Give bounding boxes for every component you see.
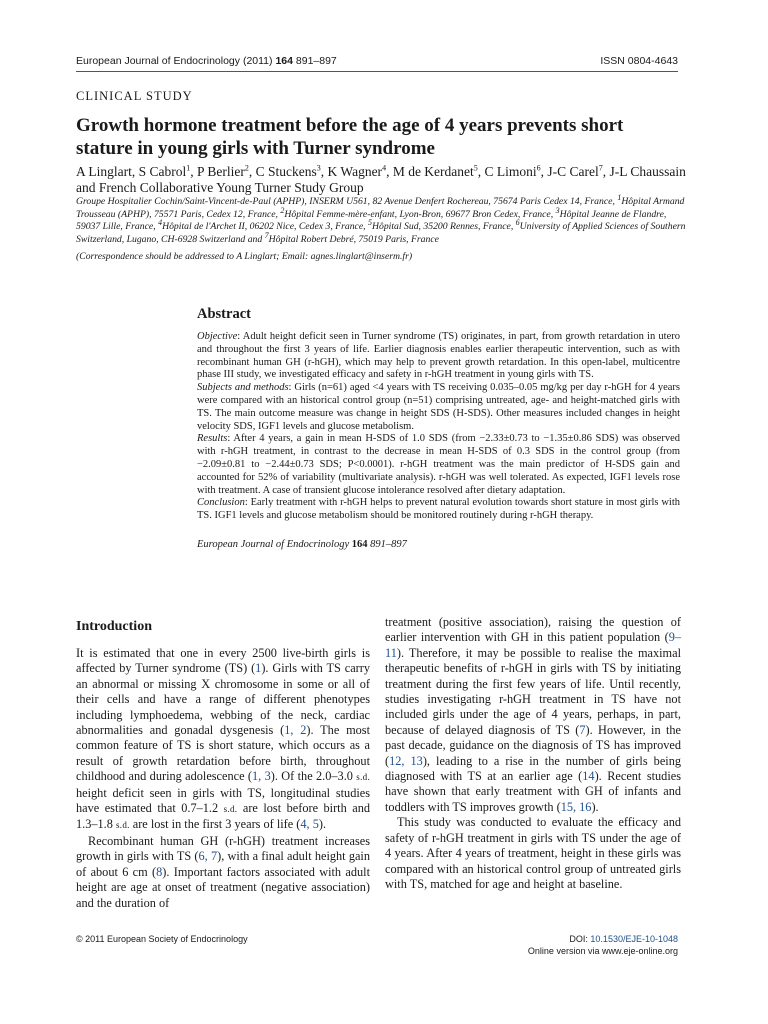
issn: ISSN 0804-4643 xyxy=(600,55,678,67)
body-text: ). However, in the past decade, guidance on the diagnosis of TS has improved ( xyxy=(385,722,681,768)
affiliation-text: Hôpital Jeanne de Flandre, 59037 Lille, France, xyxy=(76,208,667,233)
affiliation-mark: 5 xyxy=(367,217,372,227)
abstract-paragraph xyxy=(197,497,680,523)
reference-link[interactable]: 9–11 xyxy=(385,630,681,660)
body-text: treatment (positive association), raising the question of earlier intervention with GH in this patient population ( xyxy=(385,615,681,645)
reference-link[interactable]: 1, 3 xyxy=(252,769,271,784)
online-version: Online version via www.eje-online.org xyxy=(527,946,678,956)
body-text: ). Girls with TS carry an abnormal or missing X chromosome in some or all of their cells and have a range of different phenotypes including lymphoedema, webbing of the neck, cardiac abnormalities and gonadal dysgenesis ( xyxy=(76,661,370,738)
article-title: Growth hormone treatment before the age of 4 years prevents short stature in young girls with Turner syndrome xyxy=(76,115,624,159)
abstract xyxy=(197,306,680,550)
small-caps-text: s.d. xyxy=(115,820,130,831)
body-paragraph xyxy=(385,615,681,815)
introduction-left-column xyxy=(76,646,370,911)
author-affiliation-mark: 3 xyxy=(316,163,321,173)
author-affiliation-mark: 7 xyxy=(598,163,603,173)
author-name: C Stuckens xyxy=(255,164,317,179)
body-paragraph xyxy=(385,815,681,892)
introduction-right-column xyxy=(385,615,681,892)
journal-name: European Journal of Endocrinology (2011) xyxy=(76,55,276,67)
abstract-section-label: Subjects and methods xyxy=(197,382,289,394)
header-divider xyxy=(76,71,678,72)
author-name: A Linglart xyxy=(76,164,132,179)
abstract-section-text: : Early treatment with r-hGH helps to prevent natural evolution towards short stature in most girls with TS. IGF1 levels and glucose metabolism should be monitored routinely during r-hGH therapy. xyxy=(197,497,680,522)
reference-link[interactable]: 6, 7 xyxy=(198,849,218,864)
affiliation-mark: 4 xyxy=(158,217,163,227)
affiliation-mark: 2 xyxy=(280,205,285,215)
author-affiliation-mark: 5 xyxy=(473,163,478,173)
body-text: ). Recent studies have shown that early treatment with GH of infants and toddlers with TS improves growth ( xyxy=(385,769,681,814)
abstract-citation xyxy=(197,539,680,550)
author-name: P Berlier xyxy=(197,164,245,179)
affiliation-mark: 7 xyxy=(264,230,269,240)
body-text: It is estimated that one in every 2500 live-birth girls is affected by Turner syndrome (TS) ( xyxy=(76,646,370,676)
abstract-heading: Abstract xyxy=(197,306,251,322)
citation-volume: 164 xyxy=(351,538,368,550)
author-affiliation-mark: 1 xyxy=(186,163,191,173)
doi-label: DOI: xyxy=(569,934,591,944)
affiliation-mark: 1 xyxy=(617,192,622,202)
copyright: © 2011 European Society of Endocrinology xyxy=(76,934,248,944)
abstract-paragraph xyxy=(197,433,680,497)
abstract-section-text: : Adult height deficit seen in Turner syndrome (TS) originates, in part, from growth retardation in utero and throughout the first 3 years of life. Earlier diagnosis enables earlier therapeutic intervention, such as with recombinant human GH (r-hGH), which may help to prevent growth retardation. In this open-label, multicentre phase III study, we investigated efficacy and safety in r-hGH treatment in young girls with TS. xyxy=(197,331,680,381)
reference-link[interactable]: 1 xyxy=(255,661,262,676)
body-text: height deficit seen in girls with TS, longitudinal studies have estimated that 0.7–1.2 xyxy=(76,785,370,816)
affiliation-mark: 3 xyxy=(555,205,560,215)
body-text: ). xyxy=(318,817,327,832)
body-text: This study was conducted to evaluate the efficacy and safety of r-hGH treatment in girls with TS under the age of 4 years. After 4 years of treatment, height in these girls was compared with an historical control group of untreated girls with TS, matched for age and height at baseline. xyxy=(385,815,681,891)
body-paragraph xyxy=(76,646,370,834)
body-text: ), leading to a rise in the number of girls being diagnosed with TS at an earlier age ( xyxy=(385,753,681,784)
reference-link[interactable]: 7 xyxy=(579,722,586,737)
affiliation-mark: 6 xyxy=(515,217,520,227)
abstract-section-label: Objective xyxy=(197,331,238,342)
reference-link[interactable]: 8 xyxy=(156,864,163,879)
body-text: are lost in the first 3 years of life ( xyxy=(129,817,301,832)
author-name: J-C Carel xyxy=(547,164,599,179)
body-text: ). Important factors associated with adult height are age at onset of treatment (negative association) and the duration of xyxy=(76,864,370,910)
body-text: ), with a final adult height gain of about 6 cm ( xyxy=(76,849,370,879)
author-affiliation-mark: 4 xyxy=(382,163,387,173)
small-caps-text: s.d. xyxy=(223,804,238,815)
reference-link[interactable]: 14 xyxy=(582,769,595,784)
affiliation-text: Hôpital de l'Archet II, 06202 Nice, Cedex 3, France, xyxy=(162,221,368,233)
journal-volume: 164 xyxy=(275,55,293,67)
reference-link[interactable]: 15, 16 xyxy=(560,799,592,814)
body-text: ). Of the 2.0–3.0 xyxy=(270,769,357,784)
journal-reference xyxy=(76,55,337,67)
reference-link[interactable]: 1, 2 xyxy=(284,723,307,738)
correspondence-note: (Correspondence should be addressed to A Linglart; Email: agnes.linglart@inserm.fr) xyxy=(76,251,413,262)
abstract-body xyxy=(197,331,680,523)
abstract-section-text: : Girls (n=61) aged <4 years with TS receiving 0.035–0.05 mg/kg per day r-hGH for 4 years were compared with an historical control group (n=51) comprising untreated, age- and height-matched girls with TS. The main outcome measure was change in height SDS (H-SDS). Other measures included changes in height velocity SDS, IGF1 levels and glucose metabolism. xyxy=(197,382,680,432)
affiliation-text: University of Applied Sciences of Southern Switzerland, Lugano, CH-6928 Switzerland and xyxy=(76,221,686,245)
author-affiliation-mark: 6 xyxy=(536,163,541,173)
author-name: J-L Chaussain xyxy=(609,164,686,179)
affiliation-text: Hôpital Armand Trousseau (APHP), 75571 Paris, Cedex 12, France, xyxy=(76,196,685,220)
author-name: K Wagner xyxy=(327,164,383,179)
reference-link[interactable]: 12, 13 xyxy=(389,753,423,768)
author-name: M de Kerdanet xyxy=(392,164,474,179)
abstract-section-text: : After 4 years, a gain in mean H-SDS of 1.0 SDS (from −2.33±0.73 to −1.35±0.86 SDS) was observed with r-hGH treatment, in contrast to the decrease in mean H-SDS of 0.3 SDS in the control group (from −2.09±0.81 to −2.44±0.73 SDS; P<0.0001). r-hGH treatment was the main predictor of H-SDS gain and accounted for 52% of variability (multivariate analysis). r-hGH was well tolerated. As expected, IGF1 levels rose with treatment. A case of transient glucose intolerance resolved after dietary adaptation. xyxy=(197,433,680,496)
small-caps-text: s.d. xyxy=(356,772,370,783)
body-paragraph xyxy=(76,834,370,911)
author-list: A Linglart, S Cabrol$^1$, P Berlier$^2$, C Stuckens$^3$, K Wagner$^4$, M de Kerdanet$^5$, C Limoni$^6$, J-C Carel$^7$, J-L Chaussain and French Collaborative Young Turner Study Group xyxy=(76,163,686,195)
reference-link[interactable]: 4, 5 xyxy=(300,817,319,832)
body-text: ). Therefore, it may be possible to realise the maximal therapeutic benefits of r-hGH in girls with TS by initiating treatment during the first few years of life. Until recently, studies investigating r-hGH treatment in TS have not included girls under the age of 4 years, perhaps, in part, because of delayed diagnosis of TS ( xyxy=(385,645,681,737)
abstract-paragraph xyxy=(197,331,680,382)
affiliation-text: Groupe Hospitalier Cochin/Saint-Vincent-de-Paul (APHP), INSERM U561, 82 Avenue Denfert Rochereau, 75674 Paris Cedex 14, France, xyxy=(76,196,618,207)
abstract-section-label: Results xyxy=(197,433,228,445)
abstract-paragraph xyxy=(197,382,680,433)
citation-journal: European Journal of Endocrinology xyxy=(197,538,352,550)
body-text: ). xyxy=(591,799,599,814)
author-name: S Cabrol xyxy=(138,164,187,179)
affiliations xyxy=(76,192,686,246)
affiliation-text: Hôpital Sud, 35200 Rennes, France, xyxy=(371,221,516,233)
author-group: and French Collaborative Young Turner Study Group xyxy=(76,180,364,195)
doi xyxy=(569,934,678,944)
abstract-section-label: Conclusion xyxy=(197,497,245,509)
author-name: C Limoni xyxy=(484,164,537,179)
body-text: ). The most common feature of TS is short stature, which occurs as a result of growth retardation before birth, throughout childhood and during adolescence ( xyxy=(76,723,370,784)
body-text: are lost before birth and 1.3–1.8 xyxy=(76,801,370,832)
introduction-heading: Introduction xyxy=(76,619,152,634)
body-text: Recombinant human GH (r-hGH) treatment increases growth in girls with TS ( xyxy=(76,833,370,864)
author-affiliation-mark: 2 xyxy=(244,163,249,173)
section-label: CLINICAL STUDY xyxy=(76,89,193,103)
citation-pages: 891–897 xyxy=(367,538,407,550)
doi-link[interactable]: 10.1530/EJE-10-1048 xyxy=(590,934,678,944)
journal-pages: 891–897 xyxy=(292,55,337,67)
affiliation-text: Hôpital Femme-mère-enfant, Lyon-Bron, 69677 Bron Cedex, France, xyxy=(284,208,556,220)
affiliation-text: Hôpital Robert Debré, 75019 Paris, France xyxy=(268,233,439,245)
